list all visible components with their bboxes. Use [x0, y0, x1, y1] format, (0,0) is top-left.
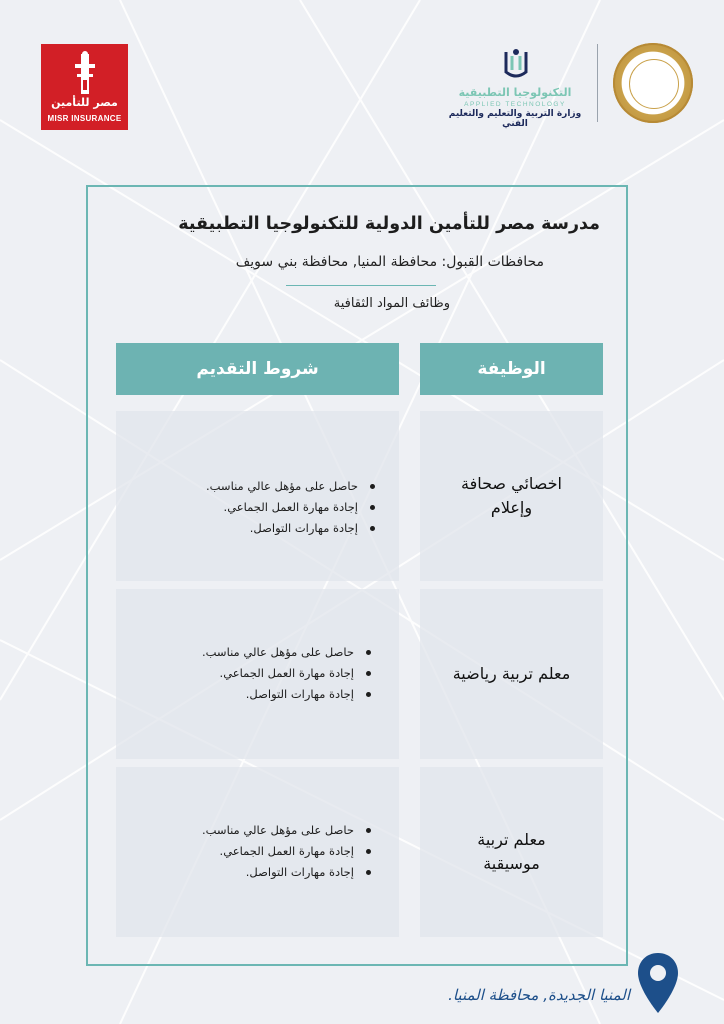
header-divider: [597, 44, 598, 122]
requirements-cell: [116, 589, 399, 759]
misr-insurance-logo: [41, 44, 128, 130]
ministry-seal-icon: [613, 43, 693, 123]
applied-tech-english: APPLIED TECHNOLOGY: [464, 101, 566, 108]
requirements-cell: [116, 767, 399, 937]
section-title: وظائف المواد الثقافية: [333, 296, 450, 311]
title-divider: [286, 285, 436, 286]
requirements-list: [202, 642, 371, 705]
applied-tech-icon: [501, 48, 531, 82]
list-item: إجادة مهارة العمل الجماعي.: [202, 841, 371, 862]
job-cell: [420, 411, 603, 581]
misr-logo-english: MISR INSURANCE: [47, 114, 122, 123]
list-item: إجادة مهارة العمل الجماعي.: [206, 497, 375, 518]
job-cell: [420, 589, 603, 759]
requirements-cell: [116, 411, 399, 581]
job-cell: [420, 767, 603, 937]
tower-icon: [67, 50, 103, 96]
list-item: إجادة مهارة العمل الجماعي.: [202, 663, 371, 684]
header-requirements: شروط التقديم: [116, 343, 399, 395]
list-item: حاصل على مؤهل عالي مناسب.: [202, 820, 371, 841]
job-title: اخصائي صحافة وإعلام: [461, 474, 562, 517]
list-item: إجادة مهارات التواصل.: [202, 684, 371, 705]
list-item: إجادة مهارات التواصل.: [206, 518, 375, 539]
school-title: مدرسة مصر للتأمين الدولية للتكنولوجيا التطبيقية: [178, 214, 600, 234]
applied-tech-arabic: التكنولوجيا التطبيقية: [458, 86, 572, 99]
requirements-list: [206, 476, 375, 539]
location-pin-icon: [636, 951, 680, 1017]
list-item: حاصل على مؤهل عالي مناسب.: [202, 642, 371, 663]
governorates-subtitle: محافظات القبول: محافظة المنيا, محافظة بني سويف: [235, 254, 544, 270]
misr-logo-arabic: مصر للتأمين: [51, 96, 118, 109]
header-job: الوظيفة: [420, 343, 603, 395]
list-item: حاصل على مؤهل عالي مناسب.: [206, 476, 375, 497]
location-text: المنيا الجديدة, محافظة المنيا.: [448, 986, 630, 1004]
job-title: معلم تربية موسيقية: [477, 830, 546, 873]
list-item: إجادة مهارات التواصل.: [202, 862, 371, 883]
job-title: معلم تربية رياضية: [452, 664, 571, 683]
requirements-list: [202, 820, 371, 883]
ministry-name: وزارة التربية والتعليم والتعليم الفني: [448, 109, 582, 129]
